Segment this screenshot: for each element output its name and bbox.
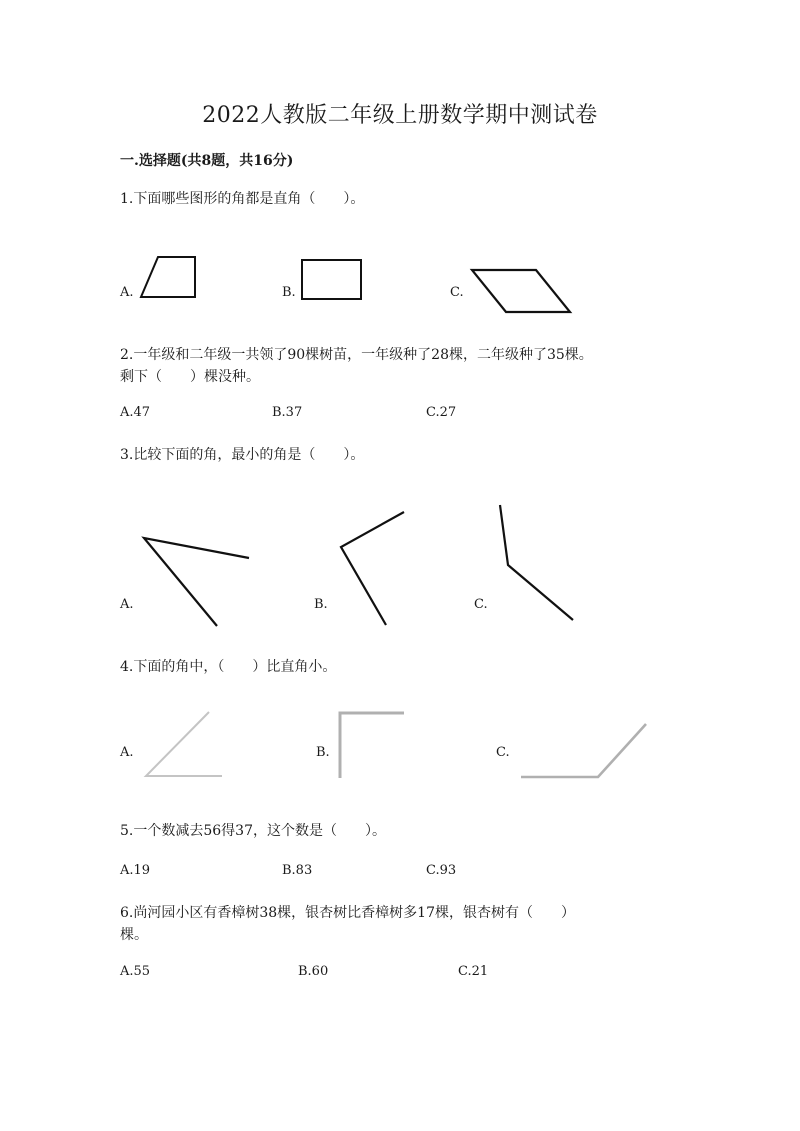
q2-option-a[interactable]: A.47 [120, 405, 151, 420]
question-5: 5.一个数减去56得37，这个数是（ ）。 [120, 823, 386, 839]
q4-option-c[interactable]: C. [496, 745, 510, 760]
question-3: 3.比较下面的角，最小的角是（ ）。 [120, 447, 365, 463]
q4-option-a[interactable]: A. [120, 745, 134, 760]
section-heading: 一.选择题(共8题，共16分) [120, 153, 294, 169]
q2-option-c[interactable]: C.27 [426, 405, 457, 420]
q6-option-a[interactable]: A.55 [120, 964, 151, 979]
q1-figure-trapezoid [138, 255, 200, 301]
question-4: 4.下面的角中，（ ）比直角小。 [120, 659, 337, 675]
q5-option-a[interactable]: A.19 [120, 863, 151, 878]
question-1: 1.下面哪些图形的角都是直角（ ）。 [120, 191, 365, 207]
question-6-line-1: 6.尚河园小区有香樟树38棵，银杏树比香樟树多17棵，银杏树有（ ） [120, 905, 575, 921]
q1-option-c[interactable]: C. [450, 285, 464, 300]
q4-angle-b [336, 710, 408, 780]
question-2-line-2: 剩下（ ）棵没种。 [120, 369, 260, 385]
q1-figure-rectangle [300, 258, 364, 302]
q3-option-b[interactable]: B. [314, 597, 328, 612]
q6-option-c[interactable]: C.21 [458, 964, 489, 979]
q1-figure-parallelogram [470, 268, 574, 316]
q4-angle-c [518, 720, 650, 782]
question-2-line-1: 2.一年级和二年级一共领了90棵树苗，一年级种了28棵，二年级种了35棵。 [120, 347, 593, 363]
q3-angle-c [498, 503, 578, 623]
q3-option-c[interactable]: C. [474, 597, 488, 612]
page-title: 2022人教版二年级上册数学期中测试卷 [202, 103, 598, 128]
q4-option-b[interactable]: B. [316, 745, 330, 760]
q3-angle-a [140, 535, 252, 629]
q2-option-b[interactable]: B.37 [272, 405, 303, 420]
q4-angle-a [142, 710, 226, 780]
q1-option-a[interactable]: A. [120, 285, 134, 300]
q5-option-b[interactable]: B.83 [282, 863, 313, 878]
q3-angle-b [338, 510, 408, 628]
question-6-line-2: 棵。 [120, 927, 148, 943]
q3-option-a[interactable]: A. [120, 597, 134, 612]
q6-option-b[interactable]: B.60 [298, 964, 329, 979]
q1-option-b[interactable]: B. [282, 285, 296, 300]
q5-option-c[interactable]: C.93 [426, 863, 457, 878]
